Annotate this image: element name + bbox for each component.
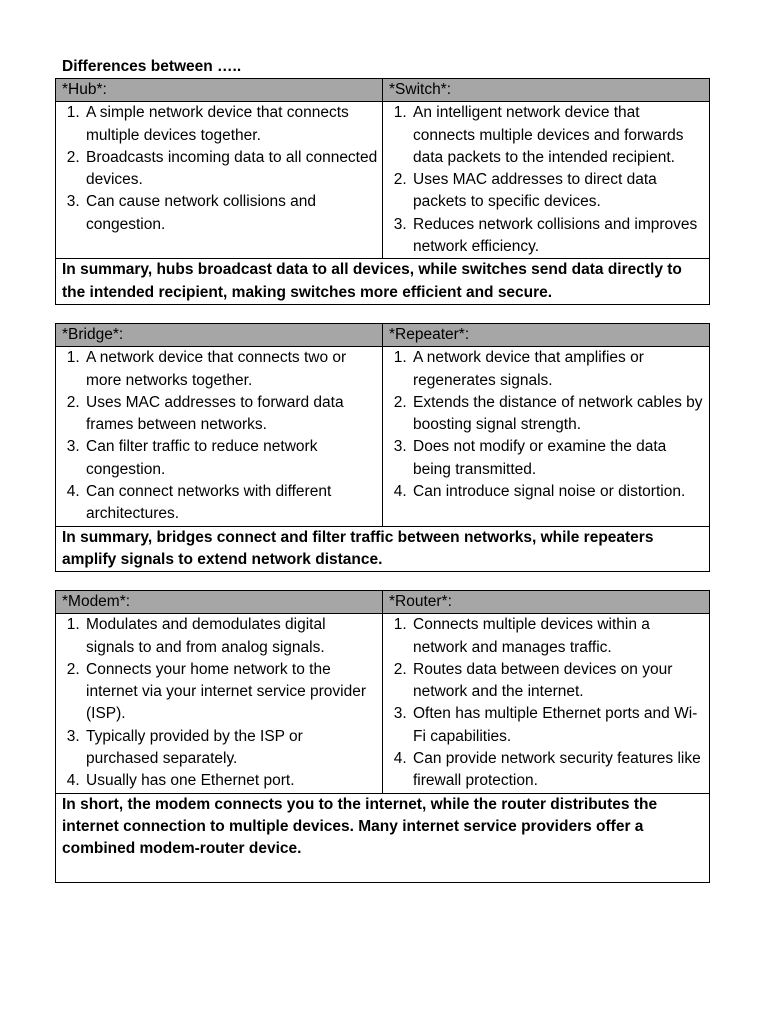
summary-hub-switch: In summary, hubs broadcast data to all devices, while switches send data directly to the intended recipient, making switches more efficient and secure. xyxy=(56,259,710,305)
list-item: 1. A simple network device that connects multiple devices together. xyxy=(84,102,378,147)
table-header-row xyxy=(56,324,710,347)
list-item: 2. Uses MAC addresses to direct data packets to specific devices. xyxy=(411,169,705,214)
list-item: 3. Does not modify or examine the data being transmitted. xyxy=(411,436,705,481)
summary-row xyxy=(56,526,710,572)
header-router: *Router*: xyxy=(383,591,710,614)
summary-bridge-repeater: In summary, bridges connect and filter traffic between networks, while repeaters amplify signals to extend network distance. xyxy=(56,526,710,572)
list-item: 2. Routes data between devices on your network and the internet. xyxy=(411,659,705,704)
list-item: 2. Broadcasts incoming data to all connected devices. xyxy=(84,147,378,192)
list-item: 3. Often has multiple Ethernet ports and Wi-Fi capabilities. xyxy=(411,703,705,748)
table-row xyxy=(56,347,710,526)
modem-list xyxy=(62,614,378,792)
list-item: 4. Can connect networks with different architectures. xyxy=(84,481,378,526)
header-bridge: *Bridge*: xyxy=(56,324,383,347)
comparison-table-bridge-repeater xyxy=(55,323,710,572)
repeater-points xyxy=(383,347,710,526)
header-switch: *Switch*: xyxy=(383,79,710,102)
list-item: 4. Can introduce signal noise or distortion. xyxy=(411,481,705,503)
list-item: 2. Uses MAC addresses to forward data frames between networks. xyxy=(84,392,378,437)
list-item: 2. Connects your home network to the internet via your internet service provider (ISP). xyxy=(84,659,378,726)
comparison-table-hub-switch xyxy=(55,78,710,305)
table-row xyxy=(56,614,710,793)
list-item: 1. An intelligent network device that connects multiple devices and forwards data packets to the intended recipient. xyxy=(411,102,705,169)
header-hub: *Hub*: xyxy=(56,79,383,102)
bridge-points xyxy=(56,347,383,526)
list-item: 2. Extends the distance of network cables by boosting signal strength. xyxy=(411,392,705,437)
hub-list xyxy=(62,102,378,236)
table-header-row xyxy=(56,591,710,614)
list-item: 4. Can provide network security features like firewall protection. xyxy=(411,748,705,793)
list-item: 1. A network device that amplifies or regenerates signals. xyxy=(411,347,705,392)
list-item: 4. Usually has one Ethernet port. xyxy=(84,770,378,792)
router-list xyxy=(389,614,705,792)
hub-points xyxy=(56,102,383,259)
summary-modem-router: In short, the modem connects you to the internet, while the router distributes the internet connection to multiple devices. Many internet service providers offer a combined modem-router device. xyxy=(56,793,710,882)
switch-points xyxy=(383,102,710,259)
page-title: Differences between ….. xyxy=(62,58,242,75)
router-points xyxy=(383,614,710,793)
modem-points xyxy=(56,614,383,793)
switch-list xyxy=(389,102,705,258)
list-item: 3. Typically provided by the ISP or purchased separately. xyxy=(84,726,378,771)
header-repeater: *Repeater*: xyxy=(383,324,710,347)
list-item: 3. Can cause network collisions and congestion. xyxy=(84,191,378,236)
list-item: 1. Connects multiple devices within a network and manages traffic. xyxy=(411,614,705,659)
summary-row xyxy=(56,259,710,305)
header-modem: *Modem*: xyxy=(56,591,383,614)
summary-row xyxy=(56,793,710,882)
comparison-table-modem-router xyxy=(55,590,710,883)
list-item: 1. A network device that connects two or more networks together. xyxy=(84,347,378,392)
table-row xyxy=(56,102,710,259)
table-header-row xyxy=(56,79,710,102)
bridge-list xyxy=(62,347,378,525)
list-item: 1. Modulates and demodulates digital signals to and from analog signals. xyxy=(84,614,378,659)
repeater-list xyxy=(389,347,705,503)
list-item: 3. Reduces network collisions and improves network efficiency. xyxy=(411,214,705,259)
list-item: 3. Can filter traffic to reduce network congestion. xyxy=(84,436,378,481)
